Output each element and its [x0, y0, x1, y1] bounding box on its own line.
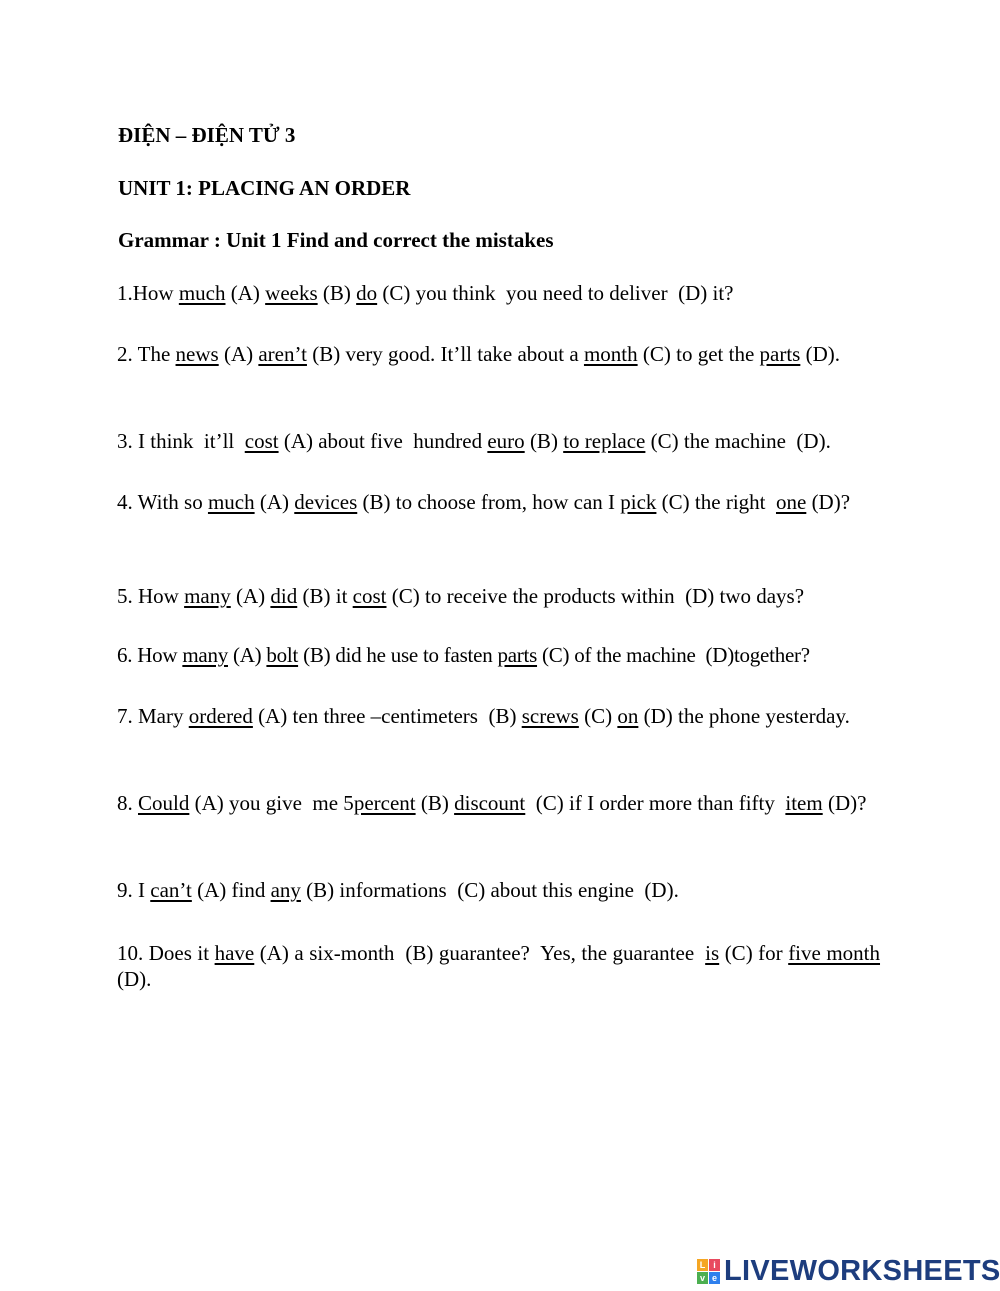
- question-number: 4.: [117, 490, 133, 514]
- question-text: (C) of the machine (D)together?: [537, 643, 810, 667]
- question-text: How: [132, 281, 179, 305]
- question-8: [117, 790, 880, 816]
- underlined-option: much: [207, 490, 255, 514]
- logo-mark-tile: L: [697, 1259, 708, 1271]
- underlined-option: on: [617, 704, 639, 728]
- question-text: (A): [230, 584, 271, 608]
- question-2: [117, 341, 880, 367]
- question-1: [117, 280, 880, 306]
- question-text: (C) for: [719, 941, 789, 965]
- question-text: I think it’ll: [138, 429, 245, 453]
- question-number: 7.: [117, 704, 133, 728]
- question-text: (D)?: [822, 791, 867, 815]
- question-text: (C) the machine (D).: [645, 429, 831, 453]
- underlined-option: bolt: [266, 643, 299, 667]
- question-number: 10.: [117, 941, 144, 965]
- underlined-option: devices: [294, 490, 358, 514]
- question-number: 1.: [117, 281, 133, 305]
- course-title: ĐIỆN – ĐIỆN TỬ 3: [118, 123, 296, 147]
- question-text: (C) the right: [656, 490, 776, 514]
- question-text: (C) to get the: [637, 342, 760, 366]
- question-text: Does it: [148, 941, 215, 965]
- question-text: (A) ten three –centimeters (B): [252, 704, 522, 728]
- question-text: (C): [578, 704, 618, 728]
- underlined-option: weeks: [265, 281, 318, 305]
- question-10: [117, 940, 886, 992]
- question-text: (B): [524, 429, 564, 453]
- underlined-option: pick: [620, 490, 657, 514]
- underlined-option: one: [775, 490, 807, 514]
- logo-mark-icon: [697, 1259, 720, 1284]
- underlined-option: can’t: [150, 878, 192, 902]
- question-3: [117, 428, 880, 454]
- question-number: 2.: [117, 342, 133, 366]
- question-4: [117, 489, 880, 515]
- underlined-option: have: [214, 941, 255, 965]
- underlined-option: euro: [487, 429, 525, 453]
- question-text: (C) you think you need to deliver (D) it?: [377, 281, 734, 305]
- underlined-option: screws: [521, 704, 579, 728]
- question-text: (B) it: [297, 584, 353, 608]
- underlined-option: parts: [759, 342, 801, 366]
- question-text: How: [137, 643, 183, 667]
- question-text: (A) find: [191, 878, 271, 902]
- logo-mark-tile: e: [709, 1272, 720, 1284]
- question-text: With so: [137, 490, 208, 514]
- underlined-option: any: [270, 878, 301, 902]
- question-5: [117, 583, 880, 609]
- question-text: I: [138, 878, 151, 902]
- question-text: (A): [254, 490, 295, 514]
- question-text: Mary: [138, 704, 189, 728]
- underlined-option: aren’t: [258, 342, 307, 366]
- question-text: (A): [228, 643, 267, 667]
- question-9: [117, 877, 880, 903]
- question-text: (D).: [800, 342, 840, 366]
- question-text: (B) informations (C) about this engine (D).: [300, 878, 679, 902]
- question-number: 3.: [117, 429, 133, 453]
- exercise-instruction: Grammar : Unit 1 Find and correct the mistakes: [118, 228, 554, 252]
- question-text: (D)?: [806, 490, 851, 514]
- question-text: (B) did he use to fasten: [298, 643, 498, 667]
- underlined-option: discount: [454, 791, 526, 815]
- logo-mark-tile: v: [697, 1272, 708, 1284]
- question-text: (C) to receive the products within (D) two days?: [386, 584, 805, 608]
- underlined-option: much: [178, 281, 226, 305]
- underlined-option: cost: [244, 429, 279, 453]
- underlined-option: did: [270, 584, 298, 608]
- question-text: (B) to choose from, how can I: [357, 490, 621, 514]
- question-text: (D) the phone yesterday.: [638, 704, 850, 728]
- underlined-option: Could: [138, 791, 190, 815]
- underlined-option: news: [175, 342, 219, 366]
- question-text: (A): [225, 281, 266, 305]
- question-number: 9.: [117, 878, 133, 902]
- underlined-option: ordered: [188, 704, 253, 728]
- question-text: (D).: [117, 941, 886, 991]
- question-6: [117, 642, 880, 668]
- underlined-option: percent: [353, 791, 416, 815]
- underlined-option: is: [705, 941, 720, 965]
- question-text: (B): [415, 791, 455, 815]
- question-text: (B) very good. It’ll take about a: [306, 342, 584, 366]
- unit-title: UNIT 1: PLACING AN ORDER: [118, 176, 411, 200]
- underlined-option: parts: [497, 643, 538, 667]
- question-text: (A) a six-month (B) guarantee? Yes, the guarantee: [254, 941, 706, 965]
- logo-mark-tile: i: [709, 1259, 720, 1271]
- question-text: How: [138, 584, 185, 608]
- question-7: [117, 703, 880, 729]
- question-text: (A) about five hundred: [278, 429, 488, 453]
- question-text: (B): [317, 281, 357, 305]
- question-number: 8.: [117, 791, 133, 815]
- liveworksheets-logo: [697, 1255, 1000, 1287]
- underlined-option: many: [184, 584, 231, 608]
- underlined-option: many: [182, 643, 228, 667]
- question-text: (A): [218, 342, 259, 366]
- question-text: (A) you give me 5: [189, 791, 354, 815]
- underlined-option: month: [583, 342, 638, 366]
- logo-text: LIVEWORKSHEETS: [724, 1255, 1000, 1287]
- underlined-option: to replace: [563, 429, 646, 453]
- underlined-option: cost: [352, 584, 387, 608]
- underlined-option: item: [785, 791, 823, 815]
- question-text: The: [137, 342, 176, 366]
- underlined-option: five month: [788, 941, 881, 965]
- underlined-option: do: [356, 281, 378, 305]
- question-text: (C) if I order more than fifty: [525, 791, 786, 815]
- question-number: 5.: [117, 584, 133, 608]
- question-number: 6.: [117, 643, 133, 667]
